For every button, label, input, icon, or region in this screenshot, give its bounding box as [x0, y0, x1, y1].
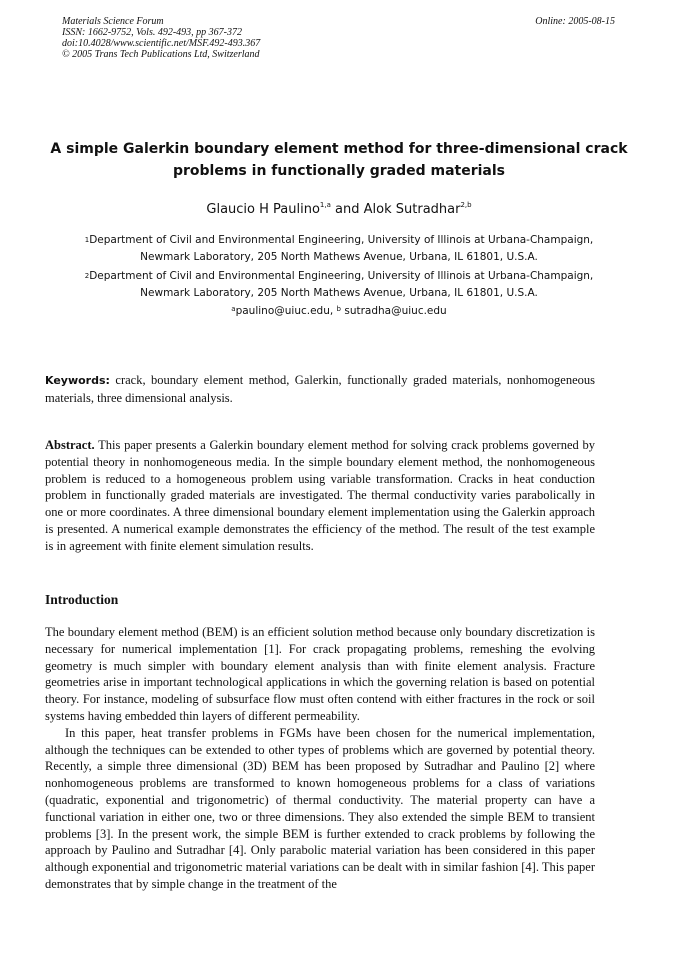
- author-marker: 1,a: [319, 201, 331, 209]
- keywords-label: Keywords:: [45, 374, 110, 387]
- abstract-label: Abstract.: [45, 438, 95, 452]
- section-heading-introduction: Introduction: [45, 592, 119, 607]
- affiliation-1: [40, 232, 638, 266]
- email-marker: b: [336, 305, 341, 313]
- paper-title: A simple Galerkin boundary element method for three-dimensional crack problems in functionally graded materials: [50, 141, 628, 179]
- affiliation-marker: 1: [84, 236, 90, 244]
- issn-line: ISSN: 1662-9752, Vols. 492-493, pp 367-372: [62, 27, 242, 38]
- doi-line: doi:10.4028/www.scientific.net/MSF.492-493.367: [62, 38, 261, 49]
- author-joiner: and: [335, 202, 360, 217]
- introduction-body: [45, 624, 595, 893]
- email-address: paulino@uiuc.edu,: [235, 305, 334, 317]
- author-name: Glaucio H Paulino: [206, 202, 320, 217]
- author-marker: 2,b: [460, 201, 472, 209]
- keywords-block: [45, 372, 595, 407]
- author-emails: [0, 305, 678, 317]
- abstract-block: [45, 437, 595, 555]
- paragraph: The boundary element method (BEM) is an efficient solution method because only boundary discretization is necessary for numerical implementation [1]. For crack propagating problems, remeshing the evolving geometry is much simpler with boundary element analysis than with finite element analysis. Fracture geometries arise in important technological applications in which the governing relation is based on potential theory. For instance, modeling of subsurface flow must often contend with either fractures in the rock or soil systems having embedded thin layers of different permeability.: [45, 625, 595, 723]
- journal-header: [62, 16, 260, 60]
- affiliation-line: Department of Civil and Environmental Engineering, University of Illinois at Urbana-Champaign,: [89, 234, 594, 246]
- online-date: Online: 2005-08-15: [535, 16, 615, 27]
- affiliation-line: Department of Civil and Environmental Engineering, University of Illinois at Urbana-Champaign,: [89, 270, 594, 282]
- abstract-text: This paper presents a Galerkin boundary element method for solving crack problems governed by potential theory in nonhomogeneous media. In the simple boundary element method, the nonhomogeneous problem is reduced to a homogeneous problem using variable transformation. Cracks in heat conduction problem in functionally graded materials are investigated. The thermal conductivity varies parabolically in one or more coordinates. A three dimensional boundary element implementation using the Galerkin approach is presented. A numerical example demonstrates the efficiency of the method. The result of the test example is in agreement with finite element simulation results.: [45, 438, 595, 553]
- affiliation-2: [40, 268, 638, 302]
- affiliation-line: Newmark Laboratory, 205 North Mathews Avenue, Urbana, IL 61801, U.S.A.: [140, 287, 538, 299]
- affiliation-line: Newmark Laboratory, 205 North Mathews Avenue, Urbana, IL 61801, U.S.A.: [140, 251, 538, 263]
- email-marker: a: [231, 305, 236, 313]
- author-name: Alok Sutradhar: [363, 202, 461, 217]
- keywords-text: crack, boundary element method, Galerkin, functionally graded materials, nonhomogeneous materials, three dimensional analysis.: [45, 373, 596, 405]
- paragraph: In this paper, heat transfer problems in FGMs have been chosen for the numerical implementation, although the techniques can be extended to other types of problems which are governed by potential theory. Recently, a simple three dimensional (3D) BEM has been proposed by Sutradhar and Paulino [2] where nonhomogeneous problems are transformed to known homogeneous problems for a class of variations (quadratic, exponential and trigonometric) of thermal conductivity. The material property can have a functional variation in either one, two or three dimensions. They also extended the simple BEM to transient problems [3]. In the present work, the simple BEM is further extended to crack problems by following the approach by Paulino and Sutradhar [4]. Only parabolic material variation has been considered in this paper although exponential and trigonometric material variations can be dealt with in similar fashion [4]. This paper demonstrates that by simple change in the treatment of the: [45, 725, 595, 891]
- copyright-line: © 2005 Trans Tech Publications Ltd, Switzerland: [62, 49, 260, 60]
- journal-name: Materials Science Forum: [62, 16, 164, 27]
- affiliation-marker: 2: [84, 272, 90, 280]
- email-address: sutradha@uiuc.edu: [344, 305, 447, 317]
- author-line: [0, 202, 678, 217]
